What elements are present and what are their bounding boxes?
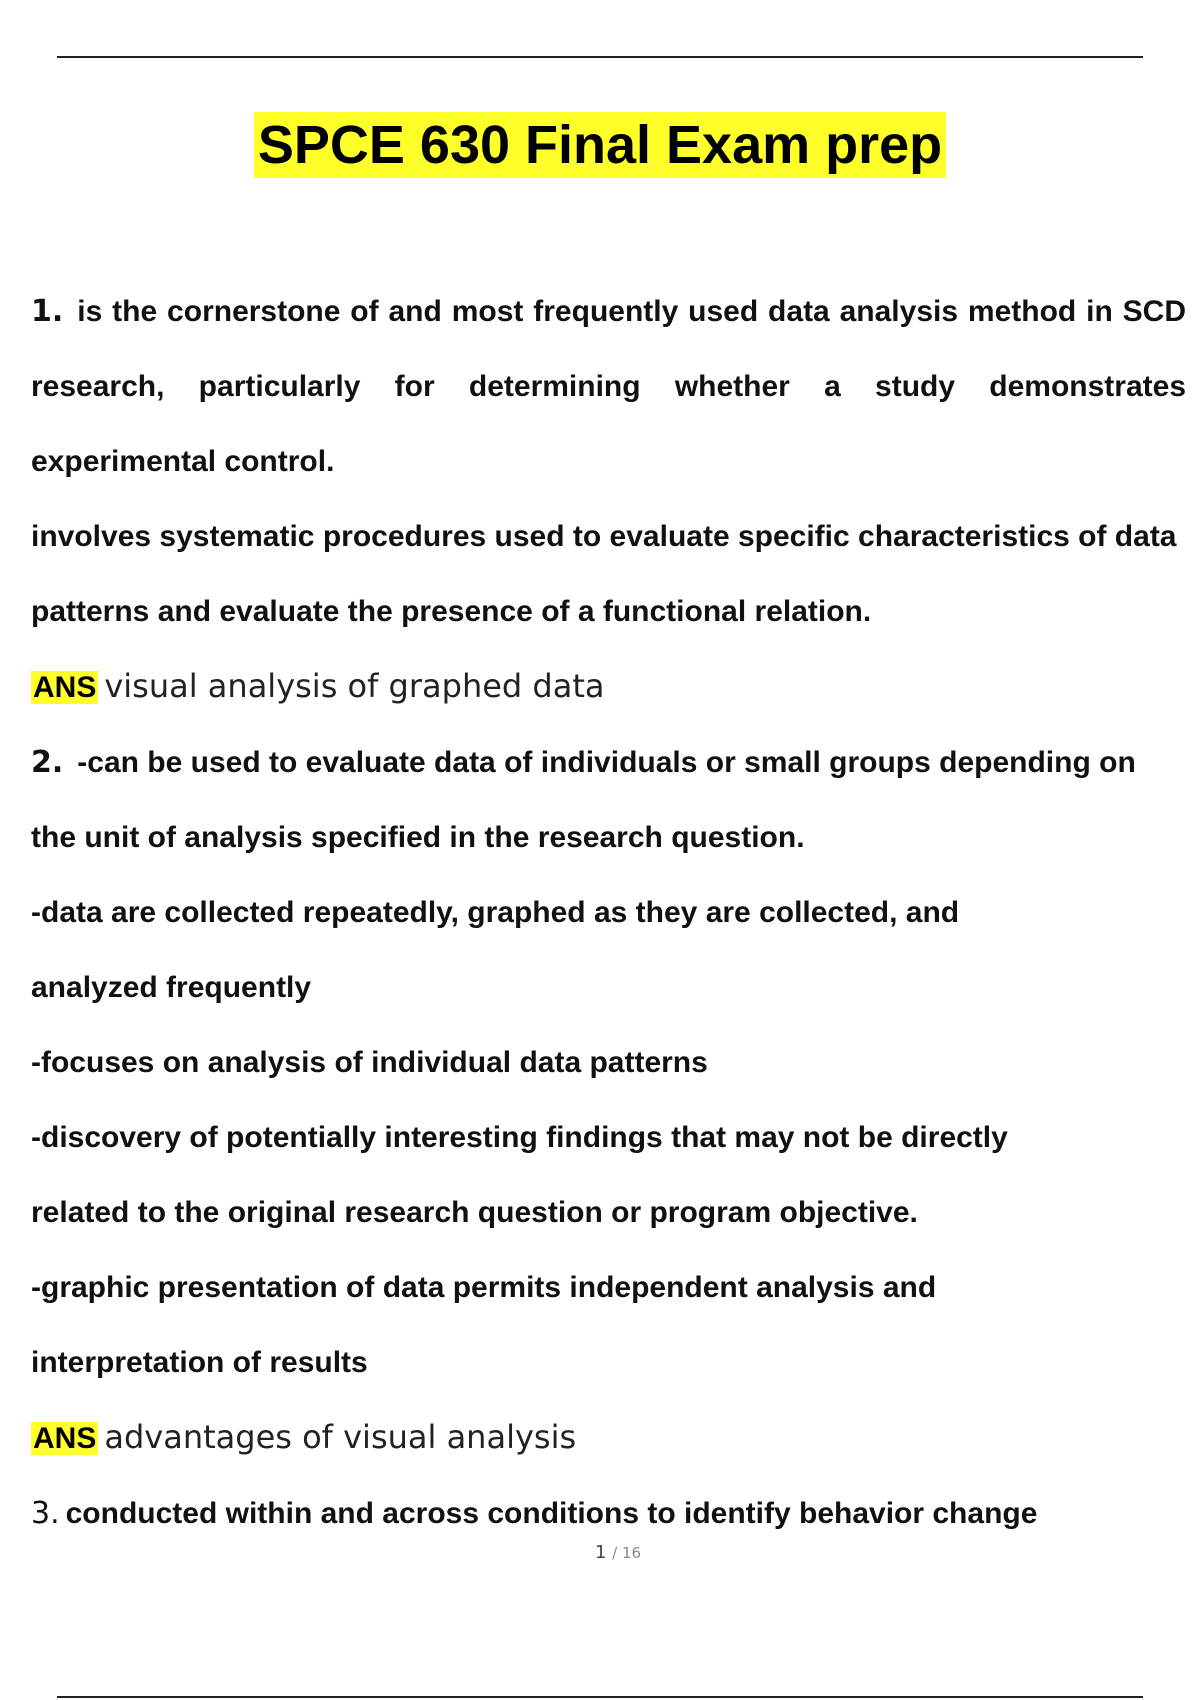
document-title: SPCE 630 Final Exam prep (254, 112, 946, 178)
question-2-line-6: related to the original research question or program objective. (31, 1196, 918, 1229)
question-2-line-5: -discovery of potentially interesting findings that may not be directly (31, 1121, 1008, 1154)
question-2-text-1: -can be used to evaluate data of individuals or small groups depending on the unit of analysis specified in the research question. (31, 746, 1136, 854)
question-1-paragraph-2: involves systematic procedures used to evaluate specific characteristics of data patterns and evaluate the presence of a functional relation. (31, 520, 1177, 628)
question-1-number: 1. (31, 294, 64, 329)
question-2-line-7: -graphic presentation of data permits independent analysis and (31, 1271, 937, 1304)
question-2-line-2: -data are collected repeatedly, graphed as they are collected, and (31, 896, 960, 929)
question-1 (31, 274, 1186, 725)
question-2-paragraph-1 (31, 725, 1186, 875)
question-2-line-3: analyzed frequently (31, 971, 312, 1004)
question-1-answer-line (31, 649, 1186, 725)
page-current: 1 (594, 1542, 607, 1563)
page-total: / 16 (612, 1544, 642, 1562)
question-1-paragraph-1 (31, 274, 1186, 499)
question-2-answer-line (31, 1400, 1186, 1476)
bottom-rule (57, 1696, 1143, 1698)
question-2-line-4: -focuses on analysis of individual data patterns (31, 1046, 708, 1079)
question-2 (31, 725, 1186, 1476)
question-1-text-1: is the cornerstone of and most frequently used data analysis method in SCD research, particularly for determining whether a study demonstrates experimental control. (31, 295, 1186, 478)
page-indicator (0, 1542, 1200, 1563)
answer-label: ANS (33, 1422, 97, 1455)
question-3-number: 3. (31, 1496, 60, 1531)
question-2-number: 2. (31, 745, 64, 780)
top-rule (57, 56, 1143, 58)
title-container (0, 112, 1200, 178)
question-2-line-8: interpretation of results (31, 1346, 368, 1379)
question-3-text-1: conducted within and across conditions to identify behavior change (65, 1497, 1038, 1530)
question-2-answer: advantages of visual analysis (104, 1418, 577, 1456)
document-body (31, 274, 1186, 1551)
question-3-paragraph-1 (31, 1476, 1186, 1551)
answer-label: ANS (33, 671, 97, 704)
question-1-answer: visual analysis of graphed data (104, 667, 605, 705)
question-3 (31, 1476, 1186, 1551)
